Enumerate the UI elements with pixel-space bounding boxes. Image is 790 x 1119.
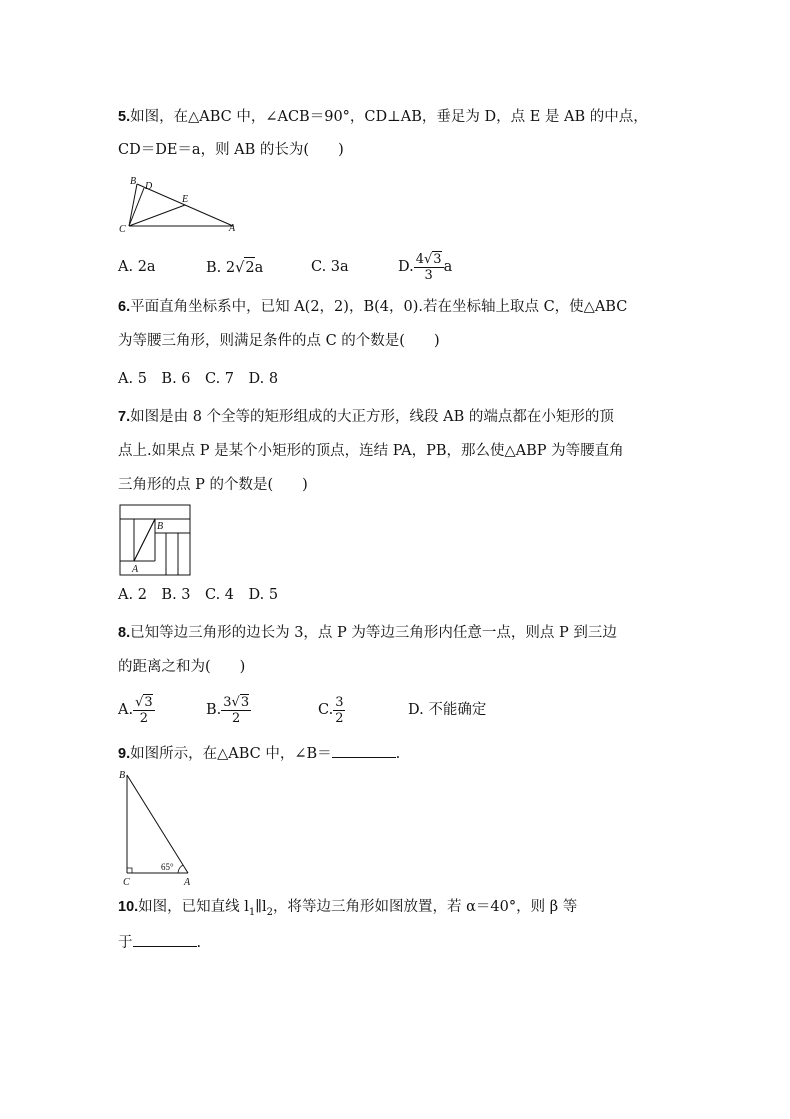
q5-label-a: A: [229, 223, 236, 234]
q9-number: 9.: [118, 746, 131, 762]
q10-text-pre: 如图，已知直线 l: [138, 899, 249, 915]
q8-option-a: A. $\frac{√3}{2}$: [118, 695, 153, 726]
q5-segment-ce: [129, 205, 185, 226]
q9-label-a: A: [184, 877, 191, 888]
q9-angle-arc: [178, 865, 183, 873]
q8-line-1: [118, 623, 617, 643]
q8-number: 8.: [118, 625, 131, 641]
q5-line-2: [118, 140, 344, 160]
q6-text-1: 平面直角坐标系中，已知 A(2，2)，B(4，0).若在坐标轴上取点 C，使△ABC: [130, 299, 628, 315]
q7-options: A. 2 B. 3 C. 4 D. 5: [118, 587, 279, 603]
q9-label-c: C: [123, 877, 130, 888]
q6-text-2: 为等腰三角形，则满足条件的点 C 的个数是( ): [118, 333, 440, 349]
q8-option-c: C. $\frac{3}{2}$: [318, 694, 344, 726]
q9-line-1: 9.如图所示，在△ABC 中，∠B＝ .: [118, 743, 400, 764]
q9-right-angle-mark: [127, 868, 132, 873]
q5-side-cb: [129, 184, 137, 226]
q10-sub-1: 1: [248, 906, 256, 918]
q6-number: 6.: [118, 299, 131, 315]
q7-text-1: 如图是由 8 个全等的矩形组成的大正方形，线段 AB 的端点都在小矩形的顶: [130, 409, 614, 425]
q8-option-b-fraction: $\frac{3√3}{2}$: [223, 695, 250, 726]
q8-option-b: B. $\frac{3√3}{2}$: [206, 695, 250, 726]
q10-sub-2: 2: [266, 906, 274, 918]
q7-label-b: B: [157, 521, 164, 532]
q7-segment-ab: [134, 519, 155, 561]
q5-label-c: C: [119, 224, 126, 235]
q6-options: A. 5 B. 6 C. 7 D. 8: [118, 371, 279, 387]
q9-label-b: B: [119, 770, 126, 781]
q5-label-e: E: [182, 194, 189, 205]
q10-answer-blank: [133, 932, 197, 947]
q7-text-2: 点上.如果点 P 是某个小矩形的顶点，连结 PA，PB，那么使△ABP 为等腰直角: [118, 443, 624, 459]
q10-line-1: 10.如图，已知直线 $l_1\parallel l_2$，将等边三角形如图放置，若 α＝40°，则 β 等: [118, 899, 578, 918]
q5-line-1: [118, 107, 648, 127]
q5-label-b: B: [130, 176, 137, 187]
q7-line-2: [118, 441, 624, 461]
q9-answer-blank: [332, 743, 396, 758]
q5-option-d: D. $\frac{4√3}{3}$ a: [398, 252, 453, 283]
q7-label-a: A: [132, 564, 139, 575]
q7-line-1: [118, 407, 614, 427]
q6-line-1: [118, 297, 627, 317]
q7-text-3: 三角形的点 P 的个数是( ): [118, 477, 308, 493]
q5-number: 5.: [118, 109, 131, 125]
q8-line-2: [118, 657, 245, 677]
q5-option-b: B. 2√2a: [206, 257, 263, 278]
q5-segment-cd: [129, 188, 144, 226]
q6-line-2: [118, 331, 440, 351]
q5-label-d: D: [145, 181, 153, 192]
q8-text-1: 已知等边三角形的边长为 3，点 P 为等边三角形内任意一点，则点 P 到三边: [130, 625, 617, 641]
q9-side-ba: [127, 775, 188, 873]
q5-option-c: C. 3a: [311, 259, 349, 275]
q7-figure: [118, 504, 192, 578]
q8-option-a-fraction: $\frac{√3}{2}$: [135, 695, 153, 726]
q5-figure: [115, 174, 245, 236]
q10-number: 10.: [118, 899, 139, 915]
q5-option-d-fraction: $\frac{4√3}{3}$: [415, 252, 442, 283]
q5-option-a: A. 2a: [118, 259, 156, 275]
q5-text-1: 如图，在△ABC 中，∠ACB＝90°，CD⊥AB，垂足为 D，点 E 是 AB 的中点，: [130, 109, 648, 125]
q10-line-2: 于 .: [118, 932, 201, 953]
q8-text-2: 的距离之和为( ): [118, 659, 246, 675]
q10-text-post: ，将等边三角形如图放置，若 α＝40°，则 β 等: [273, 899, 578, 915]
q9-angle-label: 65°: [161, 862, 174, 872]
q8-option-d: D. 不能确定: [408, 702, 487, 718]
q7-number: 7.: [118, 409, 131, 425]
q5-text-2: CD＝DE＝a，则 AB 的长为( ): [118, 142, 344, 158]
q9-text-pre: 如图所示，在△ABC 中，∠B＝: [130, 746, 332, 762]
q9-figure: [115, 767, 200, 890]
q7-line-3: [118, 475, 308, 495]
q8-option-c-fraction: $\frac{3}{2}$: [335, 694, 344, 726]
